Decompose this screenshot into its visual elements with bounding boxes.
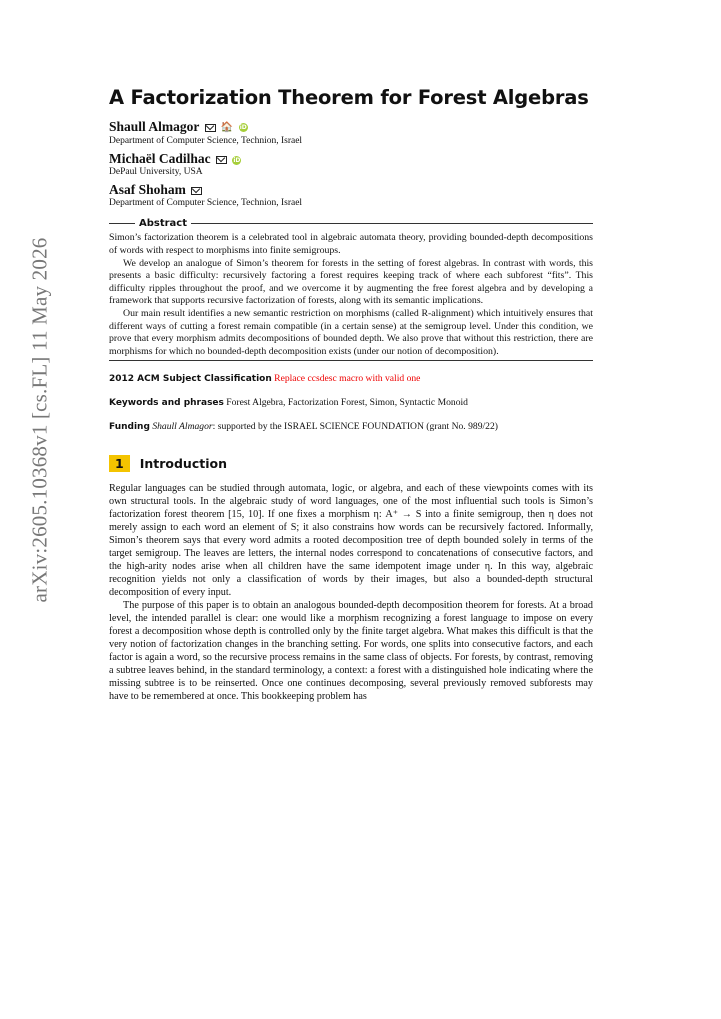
- email-icon[interactable]: [216, 156, 227, 164]
- abstract-paragraph: We develop an analogue of Simon’s theorem for forests in the setting of forest algebras. In contrast with words, this presents a basic difficulty: recursively factoring a forest requires keeping track of where each subforest “fits”. This difficulty ripples throughout the proof, and we overcome it by augmenting the free forest algebra and by developing a framework that supports recursive factorization of forests, along with its semantic implications.: [109, 257, 593, 307]
- arxiv-identifier: arXiv:2605.10368v1 [cs.FL] 11 May 2026: [27, 237, 52, 603]
- acm-classification: [109, 373, 593, 385]
- keywords: [109, 397, 593, 409]
- paper-page: [109, 86, 593, 703]
- abstract-body: [109, 232, 593, 358]
- divider: [109, 223, 135, 224]
- abstract-paragraph: Simon’s factorization theorem is a celebrated tool in algebraic automata theory, providing bounded-depth decompositions of words with respect to morphisms into finite semigroups.: [109, 232, 593, 256]
- author-block: [109, 151, 593, 178]
- author-name: Asaf Shoham: [109, 182, 186, 198]
- paper-title: A Factorization Theorem for Forest Algebras: [109, 86, 589, 109]
- author-affiliation: Department of Computer Science, Technion, Israel: [109, 198, 303, 209]
- author-name-row: [109, 151, 593, 166]
- intro-paragraph: Regular languages can be studied through automata, logic, or algebra, and each of these viewpoints comes with its own structural tools. In the algebraic study of word languages, one of the most influential such tools is Simon’s factorization forest theorem [15, 10]. If one fixes a morphism η: A⁺ → S into a finite semigroup, then η does not merely assign to each word an element of S; it also constrains how words can be recursively factored. Informally, Simon’s theorem says that every word admits a rooted decomposition tree of depth bounded solely in terms of the target semigroup. The leaves are letters, the internal nodes correspond to concatenations of consecutive factors, and the high-arity nodes arise when all children have the same idempotent image under η. In this way, algebraic recognition yields not only a classification of words by their images, but also a bounded-depth structural decomposition of every input.: [109, 483, 593, 599]
- acm-label: 2012 ACM Subject Classification: [109, 374, 272, 385]
- email-icon[interactable]: [191, 187, 202, 195]
- arxiv-sidebar: [20, 160, 60, 680]
- keywords-label: Keywords and phrases: [109, 398, 224, 409]
- orcid-icon[interactable]: iD: [233, 156, 241, 164]
- author-block: [109, 119, 593, 147]
- funding-name: Shaull Almagor: [152, 421, 213, 433]
- author-name: Michaël Cadilhac: [109, 151, 211, 167]
- abstract-heading: Abstract: [139, 218, 188, 230]
- author-affiliation: DePaul University, USA: [109, 167, 203, 178]
- section-title: Introduction: [139, 456, 227, 472]
- funding-value: : supported by the ISRAEL SCIENCE FOUNDATION (grant No. 989/22): [212, 421, 498, 433]
- abstract-header: [109, 218, 593, 229]
- acm-value: Replace ccsdesc macro with valid one: [274, 373, 421, 385]
- funding: [109, 421, 593, 433]
- author-name-row: [109, 119, 593, 135]
- keywords-value: Forest Algebra, Factorization Forest, Simon, Syntactic Monoid: [226, 397, 468, 409]
- funding-label: Funding: [109, 422, 150, 433]
- author-name: Shaull Almagor: [109, 119, 200, 134]
- divider: [109, 360, 593, 361]
- section-heading: [109, 455, 593, 472]
- divider: [191, 223, 593, 224]
- intro-body: [109, 482, 593, 703]
- author-name-row: [109, 182, 593, 197]
- email-icon[interactable]: [205, 124, 216, 132]
- abstract-paragraph: Our main result identifies a new semantic restriction on morphisms (called R-alignment) which intuitively ensures that different ways of cutting a forest remain compatible (in a certain sense) at the semigroup level. Under this condition, we prove that every morphism admits decompositions of bounded depth. We also prove that without this restriction, there are morphisms for which no bounded-depth decomposition exists (under our notion of decomposition).: [109, 307, 593, 357]
- home-icon[interactable]: 🏠: [220, 122, 234, 134]
- intro-paragraph: The purpose of this paper is to obtain an analogous bounded-depth decomposition theorem for forests. At a broad level, the intended parallel is clear: one would like a morphism recognizing a forest language to impose on every forest a decomposition whose depth is controlled only by the finite target algebra. What makes this difficult is that the very notion of factorization changes in the branching setting. For words, one splits into consecutive factors, and each factor is again a word, so the recursive process remains in the same class of objects. For forests, by contrast, removing a subtree leaves behind, in the standard terminology, a context: a forest with a distinguished hole indicating where the missing subtree is to be reinserted. Once one continues decomposing, several previously removed subforests may have to be remembered at once. This bookkeeping problem has: [109, 600, 593, 703]
- orcid-icon[interactable]: iD: [239, 124, 247, 132]
- author-block: [109, 182, 593, 209]
- author-affiliation: Department of Computer Science, Technion, Israel: [109, 136, 303, 147]
- section-number: 1: [109, 455, 130, 472]
